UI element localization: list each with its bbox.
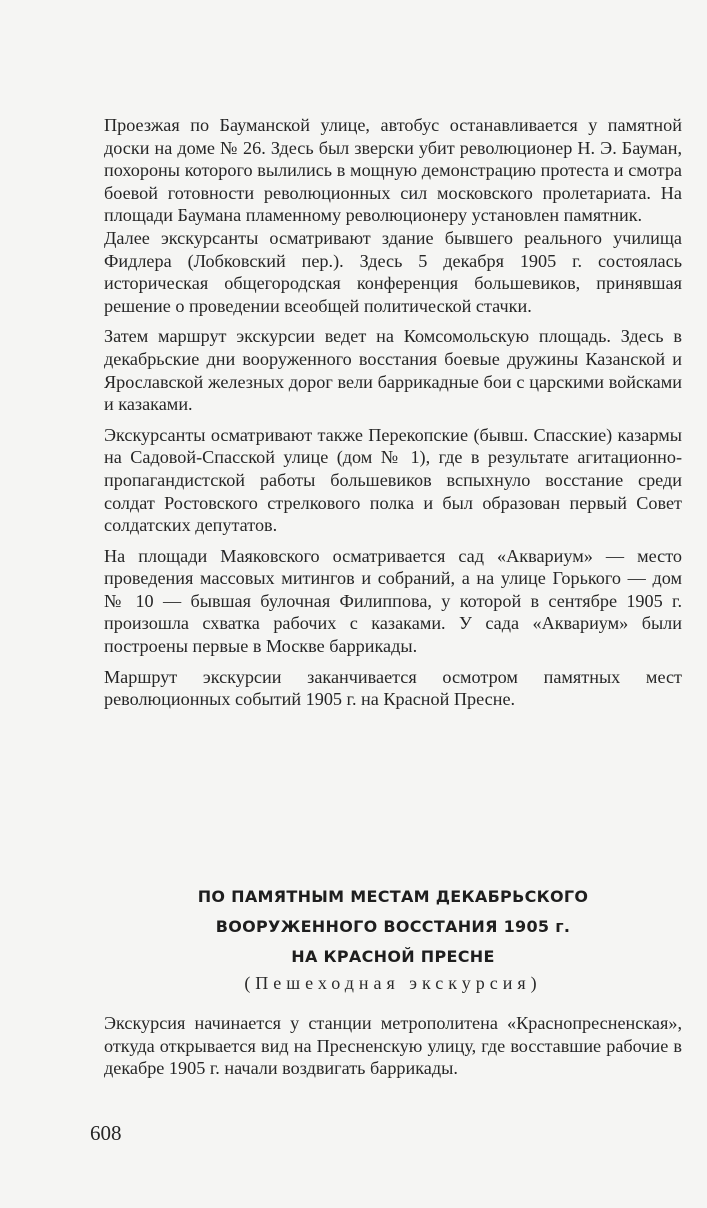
body-text-top xyxy=(104,114,682,711)
paragraph-route-end: Маршрут экскурсии заканчивается осмотром памятных мест революционных событий 1905 г. на Красной Пресне. xyxy=(104,666,682,710)
paragraph-perekopskie-barracks: Экскурсанты осматривают также Перекопские (бывш. Спасские) казармы на Садовой-Спасской улице (дом № 1), где в результате агитационно-пропагандистской работы большевиков вспыхнуло восстание среди солдат Ростовского стрелкового полка и был образован первый Совет солдатских депутатов. xyxy=(104,424,682,536)
paragraph-bauman: Проезжая по Бауманской улице, автобус останавливается у памятной доски на доме № 26. Здесь был зверски убит революционер Н. Э. Бауман, похороны которого вылились в мощную демонстрацию протеста и смотра боевой готовности революционных сил московского пролетариата. На площади Баумана пламенному революционеру установлен памятник. xyxy=(104,115,682,226)
paragraph-fidler-school: Далее экскурсанты осматривают здание бывшего реального училища Фидлера (Лобковский пер.). Здесь 5 декабря 1905 г. состоялась историческая общегородская конференция большевиков, принявшая решение о проведении всеобщей политической стачки. xyxy=(104,227,682,316)
section-heading xyxy=(104,882,682,972)
heading-line-1: ПО ПАМЯТНЫМ МЕСТАМ ДЕКАБРЬСКОГО xyxy=(197,887,589,906)
body-text-bottom xyxy=(104,1012,682,1080)
paragraph-excursion-start: Экскурсия начинается у станции метрополитена «Краснопресненская», откуда открывается вид на Пресненскую улицу, где восставшие рабочие в декабре 1905 г. начали воздвигать баррикады. xyxy=(104,1013,682,1079)
paragraph-mayakovsky-square: На площади Маяковского осматривается сад «Аквариум» — место проведения массовых митингов и собраний, а на улице Горького — дом № 10 — бывшая булочная Филиппова, у которой в сентябре 1905 г. произошла схватка рабочих с казаками. У сада «Аквариум» были построены первые в Москве баррикады. xyxy=(104,545,682,657)
page-number: 608 xyxy=(90,1121,122,1145)
heading-line-3: НА КРАСНОЙ ПРЕСНЕ xyxy=(291,947,495,966)
section-subtitle: (Пешеходная экскурсия) xyxy=(244,973,542,993)
paragraph-komsomolskaya: Затем маршрут экскурсии ведет на Комсомольскую площадь. Здесь в декабрьские дни вооруженного восстания боевые дружины Казанской и Ярославской железных дорог вели баррикадные бои с царскими войсками и казаками. xyxy=(104,326,682,415)
heading-line-2: ВООРУЖЕННОГО ВОССТАНИЯ 1905 г. xyxy=(215,917,571,936)
